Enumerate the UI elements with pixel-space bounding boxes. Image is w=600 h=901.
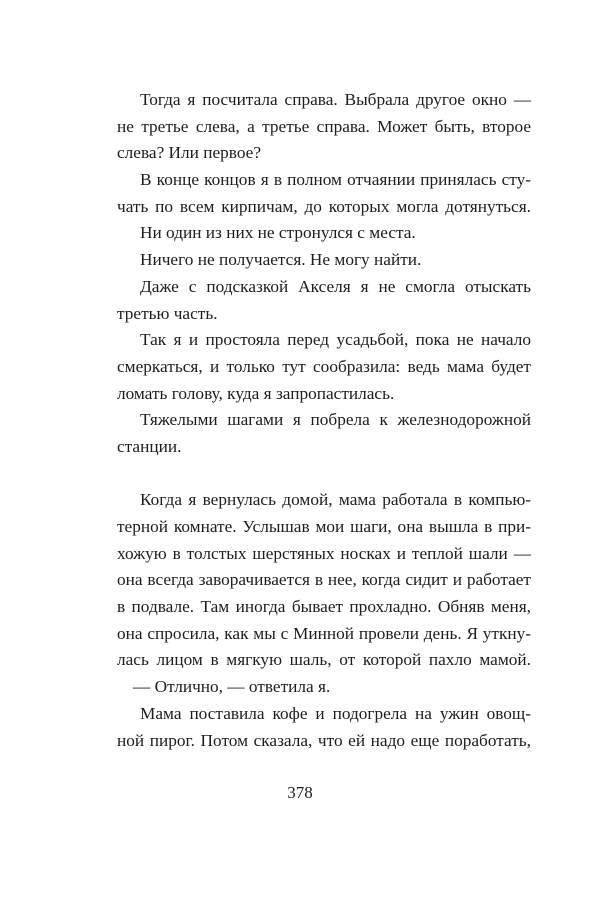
text-line: слева? Или первое? [117,143,262,163]
text-line: станции. [117,436,182,456]
text-line: Ни один из них не стронулся с места. [140,223,416,243]
text-line: Мама поставила кофе и подогрела на ужин овощ- [140,703,531,723]
text-line: терной комнате. Услышав мои шаги, она вышла в при- [117,517,531,536]
text-line: Когда я вернулась домой, мама работала в компью- [140,490,531,510]
text-line: Тогда я посчитала справа. Выбрала другое окно — [140,90,531,109]
text-line: третью часть. [117,303,218,323]
text-line: ломать голову, куда я запропастилась. [117,383,395,403]
text-line: ной пирог. Потом сказала, что ей надо еще поработать, [117,730,531,750]
text-line: Ничего не получается. Не могу найти. [140,250,422,270]
section-1 [117,87,531,461]
section-2 [117,487,531,754]
text-line: она спросила, как мы с Минной провели день. Я уткну- [117,623,531,643]
text-line: чать по всем кирпичам, до которых могла дотянуться. [117,196,531,216]
page-body [117,87,531,754]
text-line: в подвале. Там иногда бывает прохладно. Обняв меня, [117,597,531,617]
dialogue-line: — Отлично, — ответила я. [133,677,331,697]
text-line: Даже с подсказкой Акселя я не смогла отыскать [140,276,531,296]
page-number: 378 [287,783,313,802]
text-line: Тяжелыми шагами я побрела к железнодорожной [140,410,531,430]
section-break [117,461,531,488]
text-line: не третье слева, а третье справа. Может быть, второе [117,116,531,136]
text-line: хожую в толстых шерстяных носках и теплой шали — [117,543,531,563]
text-line: лась лицом в мягкую шаль, от которой пахло мамой. [117,650,531,670]
text-line: смеркаться, и только тут сообразила: ведь мама будет [117,356,531,376]
text-line: Так я и простояла перед усадьбой, пока не начало [140,330,531,350]
text-line: она всегда заворачивается в нее, когда сидит и работает [117,570,531,590]
text-line: В конце концов я в полном отчаянии принялась сту- [140,170,531,190]
